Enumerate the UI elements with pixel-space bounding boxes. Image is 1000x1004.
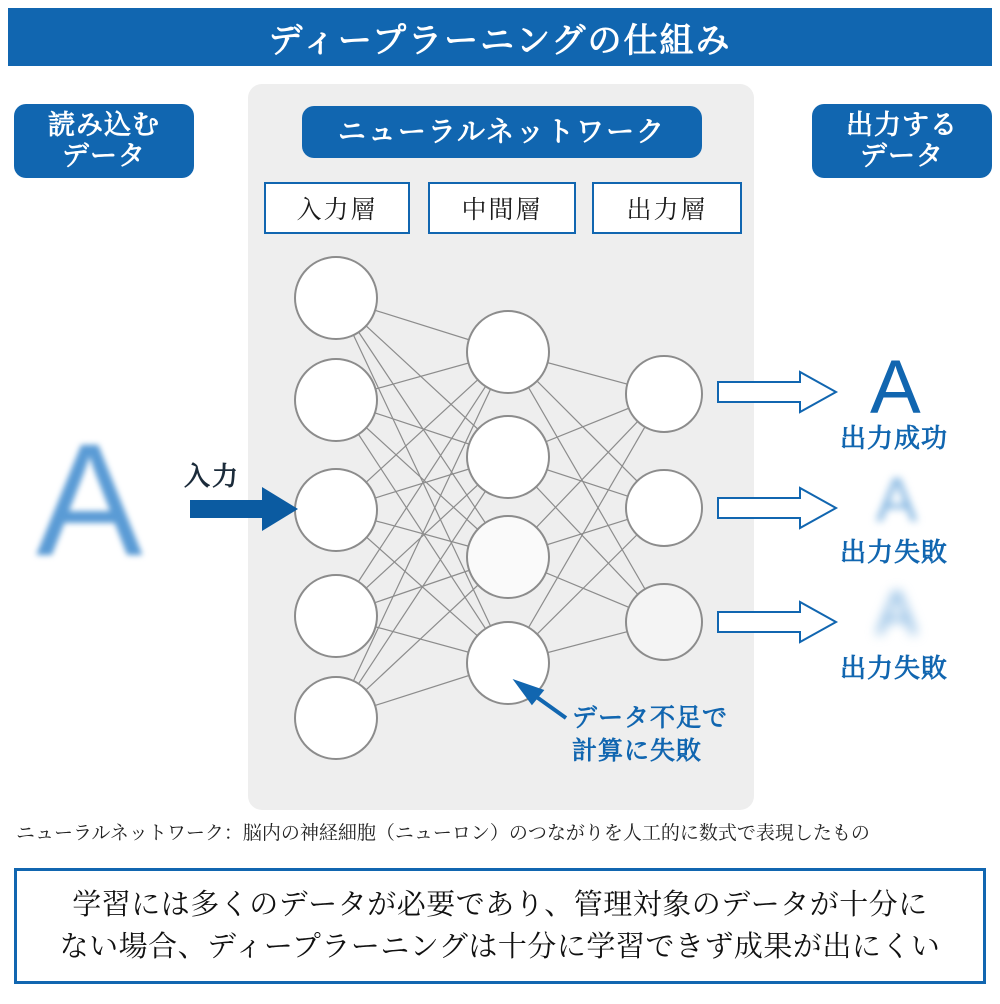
output-data-pill <box>812 104 992 178</box>
input-arrow-label: 入力 <box>184 461 241 491</box>
output-label-3: 出力失敗 <box>840 653 949 683</box>
layer-label-input: 入力層 <box>264 182 410 234</box>
input-data-pill-line1: 読み込む <box>48 109 160 140</box>
output-label-2: 出力失敗 <box>840 537 949 567</box>
page-title: ディープラーニングの仕組み <box>8 8 992 66</box>
output-label-1: 出力成功 <box>840 423 949 453</box>
input-data-pill-line2: データ <box>62 141 146 171</box>
callout-text <box>572 702 728 767</box>
callout-line2: 計算に失敗 <box>572 736 703 765</box>
bottom-note-box <box>14 868 986 984</box>
output-letter-a-3: A <box>876 579 918 648</box>
bottom-note-line2: ない場合、ディープラーニングは十分に学習できず成果が出にくい <box>59 931 941 963</box>
layer-label-output: 出力層 <box>592 182 742 234</box>
caption-text: ニューラルネットワーク：脳内の神経細胞（ニューロン）のつながりを人工的に数式で表現したもの <box>16 823 870 844</box>
bottom-note-line1: 学習には多くのデータが必要であり、管理対象のデータが十分に <box>72 888 928 921</box>
layer-label-hidden: 中間層 <box>428 182 576 234</box>
input-letter-a: A <box>36 410 143 589</box>
output-letter-a-2: A <box>876 466 918 535</box>
input-data-pill <box>14 104 194 178</box>
output-data-pill-line2: データ <box>860 141 944 171</box>
output-letter-a-1: A <box>870 345 921 430</box>
callout-line1: データ不足で <box>572 704 729 732</box>
output-data-pill-line1: 出力する <box>846 109 958 140</box>
neural-network-pill: ニューラルネットワーク <box>302 106 702 158</box>
